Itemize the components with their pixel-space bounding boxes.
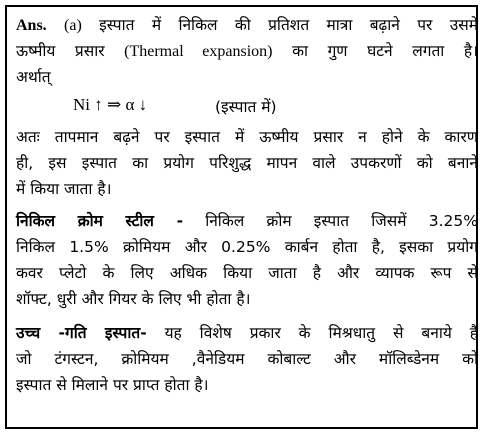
formula-note: (इस्पात में) [215,98,277,116]
nichrome-line-1-rest: निकिल क्रोम इस्पात जिसमें 3.25% [205,212,478,230]
highspeed-line-1 [16,321,478,343]
answer-line-1 [16,13,478,35]
answer-option: (a) [64,17,82,34]
highspeed-line-3: इस्पात से मिलाने पर प्राप्त होता है। [16,376,209,394]
formula: Ni ↑ ⇒ α ↓ [73,95,148,114]
answer-line-2-c: का गुण घटने लगता है। [292,42,478,60]
answer-line-1-text: इस्पात में निकिल की प्रतिशत मात्रा बढ़ाने पर उसमें [99,16,478,34]
highspeed-line-1-rest: यह विशेष प्रकार के मिश्रधातु से बनाये है [164,324,478,342]
nichrome-line-3: कवर प्लेटो के लिए अधिक किया जाता है और व्यापक रूप से [16,264,478,282]
nichrome-line-2: निकिल 1.5% क्रोमियम और 0.25% कार्बन होता है, इसका प्रयोग [16,238,478,256]
nichrome-line-4: शॉफ्ट, धुरी और गियर के लिए भी होता है। [16,290,251,308]
highspeed-heading: उच्च -गति इस्पात- [16,324,147,342]
thermal-expansion-term: (Thermal expansion) [124,43,273,60]
answer-line-7: में किया जाता है। [16,180,112,198]
formula-line [73,95,147,115]
answer-line-3: अर्थात् [16,68,51,86]
answer-line-2-a: ऊष्मीय प्रसार [16,42,105,60]
answer-line-5: अतः तापमान बढ़ने पर इस्पात में ऊष्मीय प्रसार न होने के कारण [16,128,478,146]
answer-label: Ans. [16,17,47,34]
highspeed-line-2: जो टंगस्टन, क्रोमियम ,वैनेडियम कोबाल्ट और मॉलिब्डेनम को [16,350,478,368]
answer-box [5,5,478,429]
nichrome-line-1 [16,209,478,231]
answer-line-2 [16,39,478,61]
answer-line-6: ही, इस इस्पात का प्रयोग परिशुद्ध मापन वाले उपकरणों को बनाने [16,154,478,172]
nichrome-heading: निकिल क्रोम स्टील - [16,212,183,230]
